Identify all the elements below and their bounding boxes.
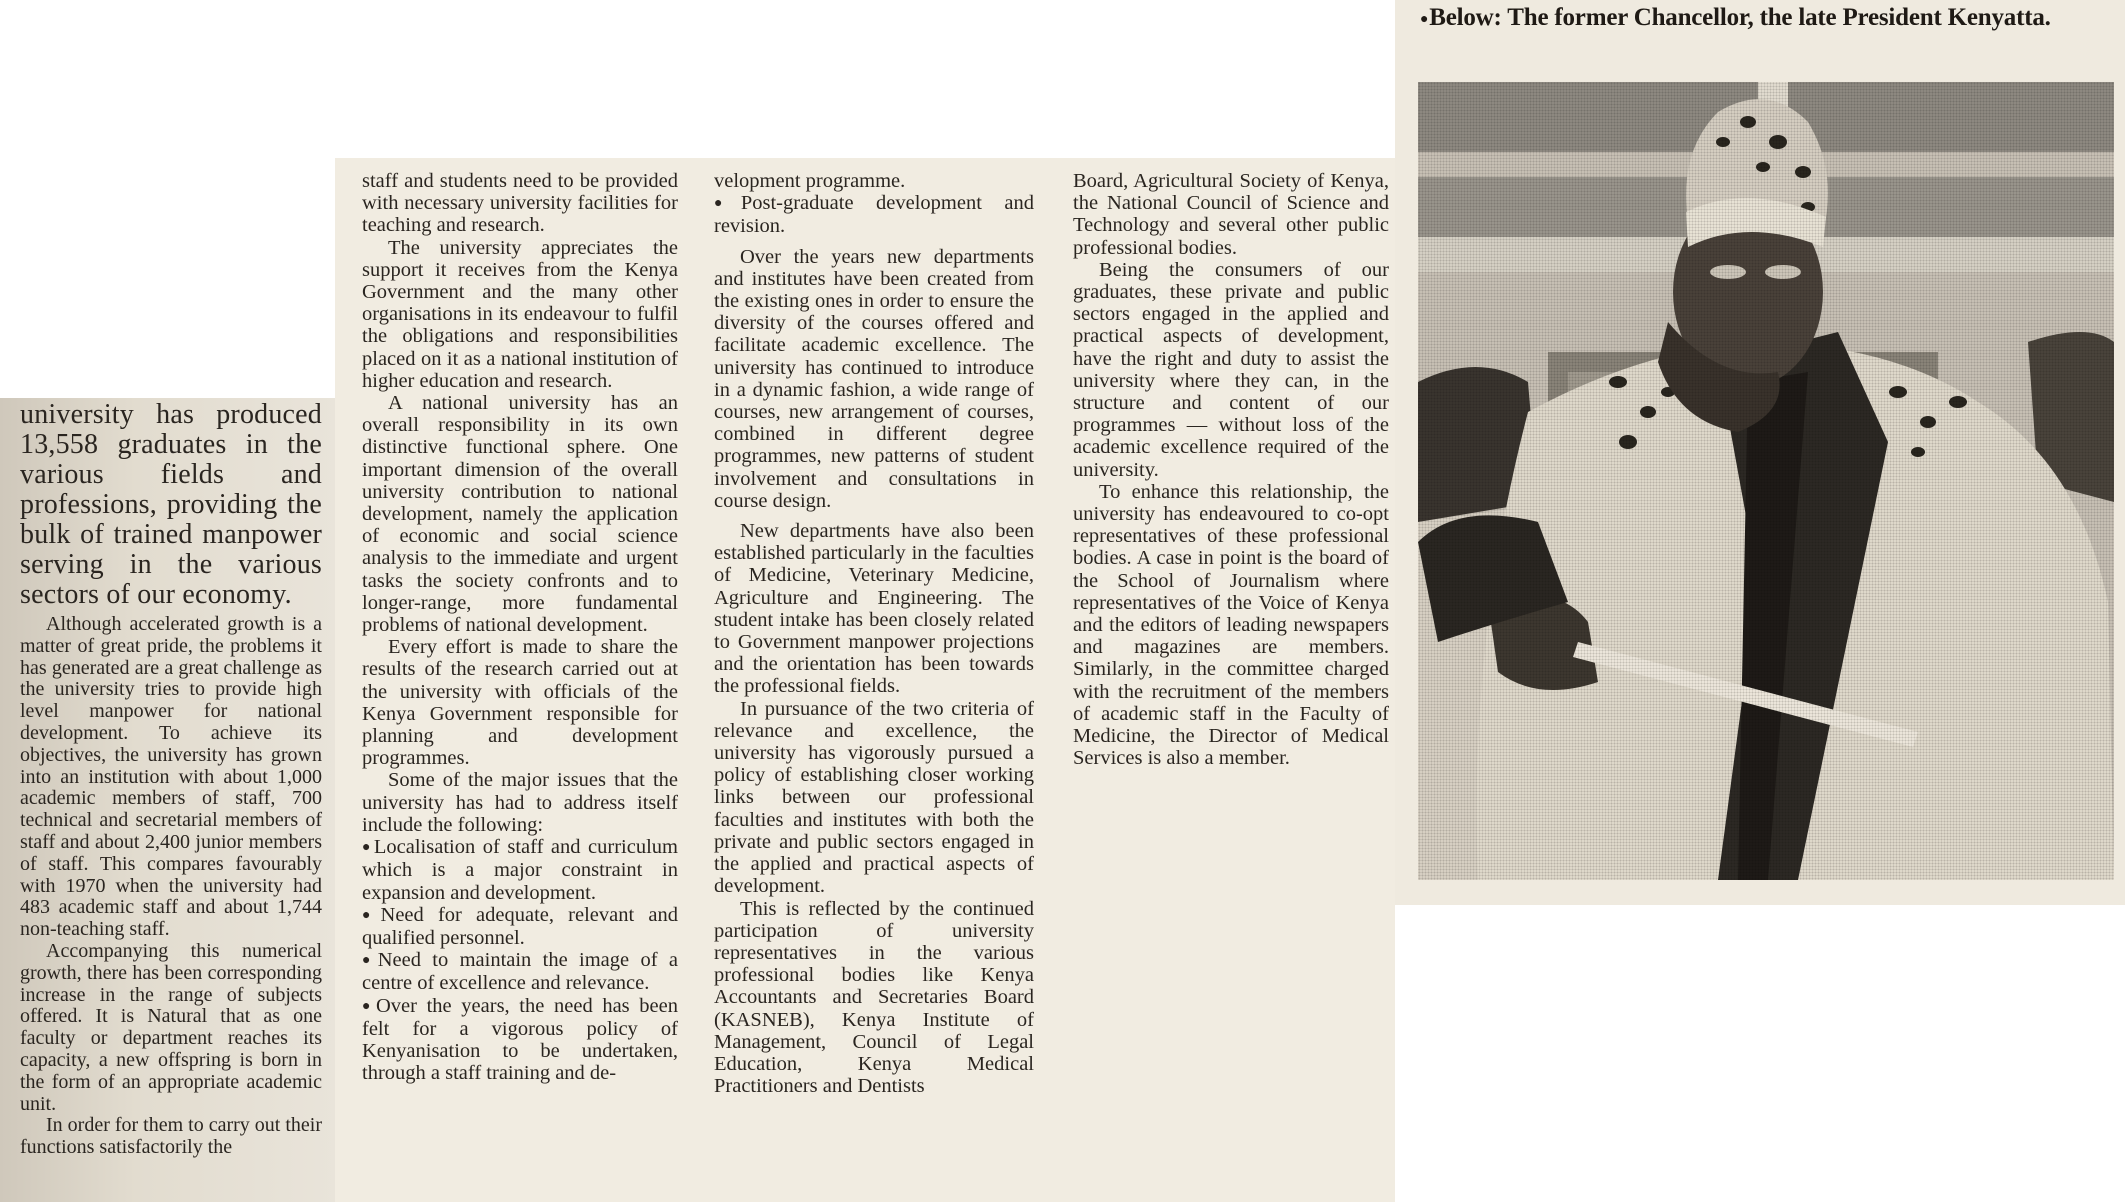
- kenyatta-photo: [1418, 82, 2114, 880]
- paragraph: Some of the major issues that the university has had to address itself include the following:: [362, 769, 678, 836]
- caption-text: Below: The former Chancellor, the late President Kenyatta.: [1429, 4, 2051, 31]
- continuation-text: velopment programme.: [714, 170, 906, 192]
- paragraph: A national university has an overall responsibility in its own distinctive functional sphere. One important dimension of the overall university contribution to national development, namely the application of economic and social science analysis to the immediate and urgent tasks the society confronts and to longer-range, more fundamental problems of national development.: [362, 392, 678, 637]
- bullet-item: ● Need for adequate, relevant and qualified personnel.: [362, 904, 678, 949]
- article-column-4: [1073, 170, 1389, 769]
- photo-caption: [1420, 3, 2090, 35]
- paragraph: New departments have also been established particularly in the faculties of Medicine, Veterinary Medicine, Agriculture and Engineering. The student intake has been closely related to Government manpower projections and the orientation has been towards the professional fields.: [714, 520, 1034, 698]
- paragraph: To enhance this relationship, the university has endeavoured to co-opt representatives of these professional bodies. A case in point is the board of the School of Journalism where representatives of the Voice of Kenya and the editors of leading newspapers and magazines are members. Similarly, in the committee charged with the recruitment of the members of academic staff in the Faculty of Medicine, the Director of Medical Services is also a member.: [1073, 480, 1389, 770]
- paragraph: This is reflected by the continued participation of university representatives in the various professional bodies like Kenya Accountants and Secretaries Board (KASNEB), Kenya Institute of Management, Council of Legal Education, Kenya Medical Practitioners and Dentists: [714, 897, 1034, 1098]
- paragraph: Every effort is made to share the results of the research carried out at the university with officials of the Kenya Government responsible for planning and development programmes.: [362, 636, 678, 770]
- article-column-1: [20, 400, 322, 1159]
- paragraph: Over the years new departments and institutes have been created from the existing ones in order to ensure the diversity of the courses offered and facilitate academic excellence. The university has continued to introduce in a dynamic fashion, a wide range of courses, new arrangement of courses, combined in different degree programmes, new patterns of student involvement and consultations in course design.: [714, 245, 1034, 512]
- paragraph: The university appreciates the support it receives from the Kenya Government and the many other organisations in its endeavour to fulfil the obligations and responsibilities placed on it as a national institution of higher education and research.: [362, 236, 678, 392]
- bullet-item: ● Localisation of staff and curriculum which is a major constraint in expansion and development.: [362, 836, 678, 904]
- paragraph: In pursuance of the two criteria of relevance and excellence, the university has vigorously pursued a policy of establishing closer working links between our professional faculties and institutes with both the private and public sectors engaged in the applied and practical aspects of development.: [714, 697, 1034, 898]
- bullet-item: ● Post-graduate development and revision.: [714, 192, 1034, 237]
- paragraph: staff and students need to be provided with necessary university facilities for teaching and research.: [362, 170, 678, 237]
- lead-paragraph: university has produced 13,558 graduates in the various fields and professions, providing the bulk of trained manpower serving in the various sectors of our economy.: [20, 399, 322, 610]
- bullet-item: ● Need to maintain the image of a centre of excellence and relevance.: [362, 949, 678, 994]
- paragraph: Accompanying this numerical growth, there has been corresponding increase in the range of subjects offered. It is Natural that as one faculty or department reaches its capacity, a new offspring is born in the form of an appropriate academic unit.: [20, 939, 322, 1115]
- photo-illustration: [1418, 82, 2114, 880]
- article-column-2: [362, 170, 678, 1084]
- paragraph: In order for them to carry out their functions satisfactorily the: [20, 1114, 323, 1159]
- bullet-item: ● Over the years, the need has been felt for a vigorous policy of Kenyanisation to be undertaken, through a staff training and de-: [362, 995, 678, 1085]
- paragraph: Being the consumers of our graduates, these private and public sectors engaged in the applied and practical aspects of development, have the right and duty to assist the university where they can, in the structure and content of our programmes — without loss of the academic excellence required of the university.: [1073, 258, 1389, 481]
- continuation-text: Board, Agricultural Society of Kenya, the National Council of Science and Technology and several other public professional bodies.: [1073, 170, 1389, 259]
- caption-bullet: [1420, 4, 1429, 31]
- paragraph: Although accelerated growth is a matter of great pride, the problems it has generated are a great challenge as the university tries to provide high level manpower for national development. To achieve its objectives, the university has grown into an institution with about 1,000 academic members of staff, 700 technical and secretarial members of staff and about 2,400 junior members of staff. This compares favourably with 1970 when the university had 483 academic staff and about 1,744 non-teaching staff.: [20, 613, 322, 941]
- article-column-3: [714, 170, 1034, 1097]
